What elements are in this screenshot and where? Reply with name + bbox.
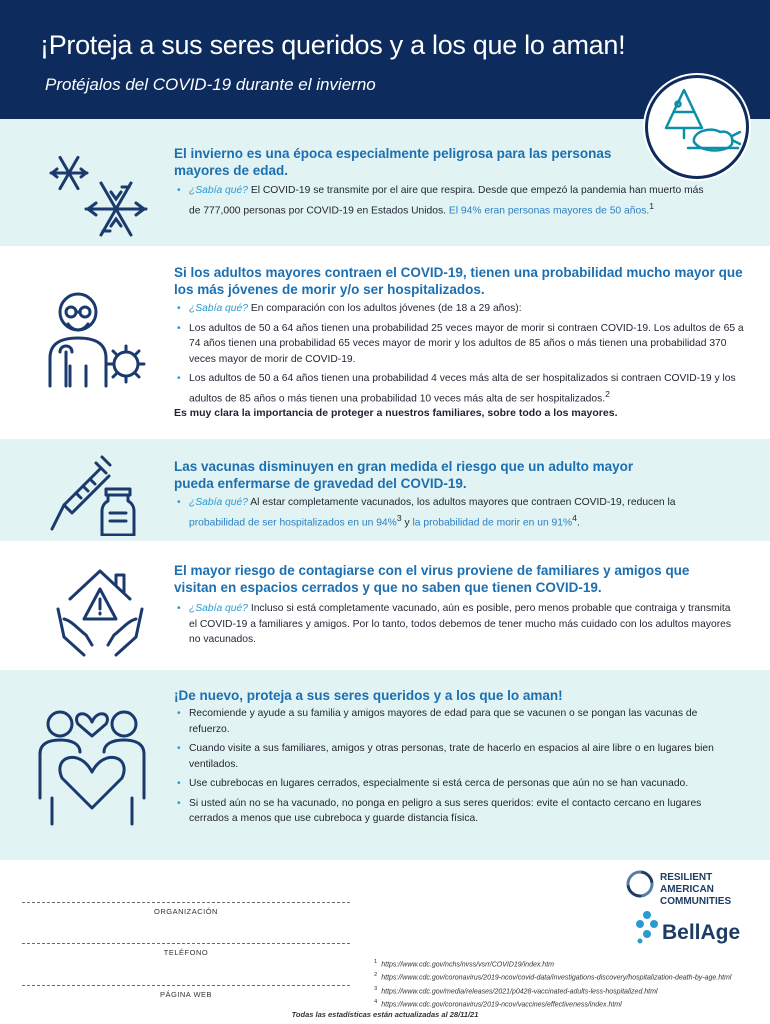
resilient-communities-logo-text: RESILIENT AMERICAN COMMUNITIES bbox=[660, 872, 732, 907]
section-older-adults-closing: Es muy clara la importancia de proteger a nuestros familiares, sobre todo a los mayores. bbox=[174, 407, 618, 419]
list-item: • Use cubrebocas en lugares cerrados, especialmente si está cerca de personas que aún no se han vacunado. bbox=[174, 776, 734, 792]
section-vaccines-title: Las vacunas disminuyen en gran medida el riesgo que un adulto mayor pueda enfermarse de gravedad del COVID-19. bbox=[174, 459, 634, 491]
section-older-adults bbox=[0, 246, 770, 438]
section-risk-title: El mayor riesgo de contagiarse con el virus proviene de familiares y amigos que visitan en espacios cerrados y que no saben que tienen COVID-19. bbox=[174, 563, 690, 595]
list-item: • ¿Sabía qué? El COVID-19 se transmite por el aire que respira. Desde que empezó la pandemia han muerto más de 777,000 personas por COVID-19 en Estados Unidos. El 94% eran personas mayores de 50 años.$^1$ bbox=[174, 183, 714, 218]
organization-label: ORGANIZACIÓN bbox=[154, 907, 218, 916]
vaccine-syringe-icon bbox=[44, 451, 144, 536]
section-protect bbox=[0, 670, 770, 860]
section-protect-bullets bbox=[174, 706, 734, 831]
elderly-person-virus-icon bbox=[40, 286, 150, 396]
snowflake-icon bbox=[44, 145, 154, 245]
list-item: • ¿Sabía qué? En comparación con los adultos jóvenes (de 18 a 29 años): bbox=[174, 301, 754, 317]
page-subtitle: Protéjalos del COVID-19 durante el invierno bbox=[45, 75, 376, 94]
list-item: • ¿Sabía qué? Al estar completamente vacunados, los adultos mayores que contraen COVID-19, reducen la probabilidad de ser hospitalizados en un 94%$^3$ y la probabilidad de morir en un 91%$^4$. bbox=[174, 495, 714, 530]
reference-item: $^1$ https://www.cdc.gov/nchs/nvss/vsrr/COVID19/index.htm bbox=[374, 959, 554, 969]
holiday-badge bbox=[645, 75, 749, 179]
list-item: • Si usted aún no se ha vacunado, no ponga en peligro a sus seres queridos: evite el contacto cercano en lugares cerrados a menos que use cubreboca y guarde distancia física. bbox=[174, 796, 734, 827]
bellage-logo-text: BellAge bbox=[662, 921, 741, 944]
list-item: • Los adultos de 50 a 64 años tienen una probabilidad 4 veces más alta de ser hospitalizados si contraen COVID-19 y los adultos de 85 años o más tienen una probabilidad 10 veces más alta de ser hospitalizados.$^2$ bbox=[174, 371, 754, 406]
list-item: • Cuando visite a sus familiares, amigos y otras personas, trate de hacerlo en espacios al aire libre o en lugares bien ventilados. bbox=[174, 741, 734, 772]
list-item: • Los adultos de 50 a 64 años tienen una probabilidad 25 veces mayor de morir si contraen COVID-19. Los adultos de 65 a 74 años tienen una probabilidad 65 veces mayor de morir y los adultos de 85 años o más tienen una probabilidad 370 veces mayor de morir de COVID-19. bbox=[174, 321, 754, 368]
stats-update-note: Todas las estadísticas están actualizadas al 28/11/21 bbox=[291, 1010, 479, 1019]
phone-label: TELÉFONO bbox=[163, 948, 209, 957]
website-line[interactable] bbox=[22, 985, 350, 986]
website-label: PÁGINA WEB bbox=[159, 990, 213, 999]
section-risk-bullets bbox=[174, 601, 734, 652]
family-heart-icon bbox=[32, 698, 152, 828]
section-winter-bullets bbox=[174, 183, 714, 222]
reference-item: $^2$ https://www.cdc.gov/coronavirus/2019-ncov/covid-data/investigations-discovery/hospitalization-death-by-age.html bbox=[374, 972, 732, 982]
section-older-adults-title: Si los adultos mayores contraen el COVID-19, tienen una probabilidad mucho mayor que los más jóvenes de morir y/o ser hospitalizados. bbox=[174, 265, 743, 297]
list-item: • Recomiende y ayude a su familia y amigos mayores de edad para que se vacunen o se pongan las vacunas de refuerzo. bbox=[174, 706, 734, 737]
bellage-logo-icon bbox=[634, 910, 660, 944]
section-protect-title: ¡De nuevo, proteja a sus seres queridos y a los que lo aman! bbox=[174, 688, 563, 703]
reference-item: $^4$ https://www.cdc.gov/coronavirus/2019-ncov/vaccines/effectiveness/index.html bbox=[374, 998, 622, 1009]
winter-holiday-badge-icon bbox=[648, 78, 746, 176]
reference-item: $^3$ https://www.cdc.gov/media/releases/2021/p0428-vaccinated-adults-less-hospitalized.html bbox=[374, 985, 658, 995]
home-warning-hands-icon bbox=[50, 559, 150, 659]
phone-line[interactable] bbox=[22, 943, 350, 944]
section-risk bbox=[0, 541, 770, 670]
page-title: ¡Proteja a sus seres queridos y a los que lo aman! bbox=[40, 30, 626, 60]
list-item: • ¿Sabía qué? Incluso si está completamente vacunado, aún es posible, pero menos probable que contraiga y transmita el COVID-19 a familiares y amigos. Por lo tanto, todos debemos de tener mucho más cuidado con los adultos mayores no vacunados. bbox=[174, 601, 734, 648]
section-winter-title: El invierno es una época especialmente peligrosa para las personas mayores de edad. bbox=[174, 146, 612, 178]
organization-line[interactable] bbox=[22, 902, 350, 903]
references-list bbox=[374, 957, 731, 1010]
section-older-adults-bullets bbox=[174, 301, 754, 410]
section-vaccines bbox=[0, 439, 770, 541]
section-vaccines-bullets bbox=[174, 495, 714, 534]
resilient-communities-logo-icon bbox=[624, 868, 656, 900]
